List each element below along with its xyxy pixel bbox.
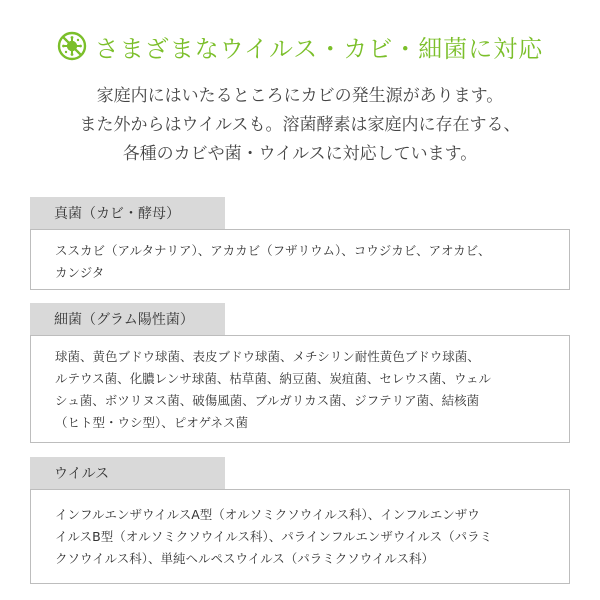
body-line: インフルエンザウイルスA型（オルソミクソウイルス科）、インフルエンザウ (55, 507, 480, 522)
body-line: カンジタ (55, 265, 105, 280)
page-title: さまざまなウイルス・カビ・細菌に対応 (94, 34, 544, 63)
intro-line: 各種のカビや菌・ウイルスに対応しています。 (122, 144, 478, 164)
body-line: シュ菌、ボツリヌス菌、破傷風菌、ブルガリカス菌、ジフテリア菌、結核菌 (55, 393, 480, 408)
section-body (30, 489, 570, 584)
body-line: 球菌、黄色ブドウ球菌、表皮ブドウ球菌、メチシリン耐性黄色ブドウ球菌、 (55, 349, 480, 364)
body-line: ススカビ（アルタナリア）、アカカビ（フザリウム）、コウジカビ、アオカビ、 (55, 243, 491, 258)
body-line: クソウイルス科）、単純ヘルペスウイルス（パラミクソウイルス科） (55, 551, 435, 566)
title-row (0, 26, 600, 66)
intro-line: また外からはウイルスも。溶菌酵素は家庭内に存在する、 (79, 115, 521, 135)
section-header: 真菌（カビ・酵母） (30, 197, 225, 229)
body-line: ルテウス菌、化膿レンサ球菌、枯草菌、納豆菌、炭疽菌、セレウス菌、ウェル (55, 371, 491, 386)
section-virus (30, 457, 570, 584)
section-header: 細菌（グラム陽性菌） (30, 303, 225, 335)
intro-line: 家庭内にはいたるところにカビの発生源があります。 (96, 86, 504, 106)
body-line: （ヒト型・ウシ型）、ピオゲネス菌 (55, 415, 249, 430)
section-fungi (30, 197, 570, 290)
virus-prohibited-icon (57, 31, 87, 61)
body-line: イルスB型（オルソミクソウイルス科）、パラインフルエンザウイルス（パラミ (55, 529, 493, 544)
section-bacteria (30, 303, 570, 443)
intro-text (0, 82, 600, 169)
section-header: ウイルス (30, 457, 225, 489)
section-body (30, 229, 570, 290)
section-body (30, 335, 570, 443)
